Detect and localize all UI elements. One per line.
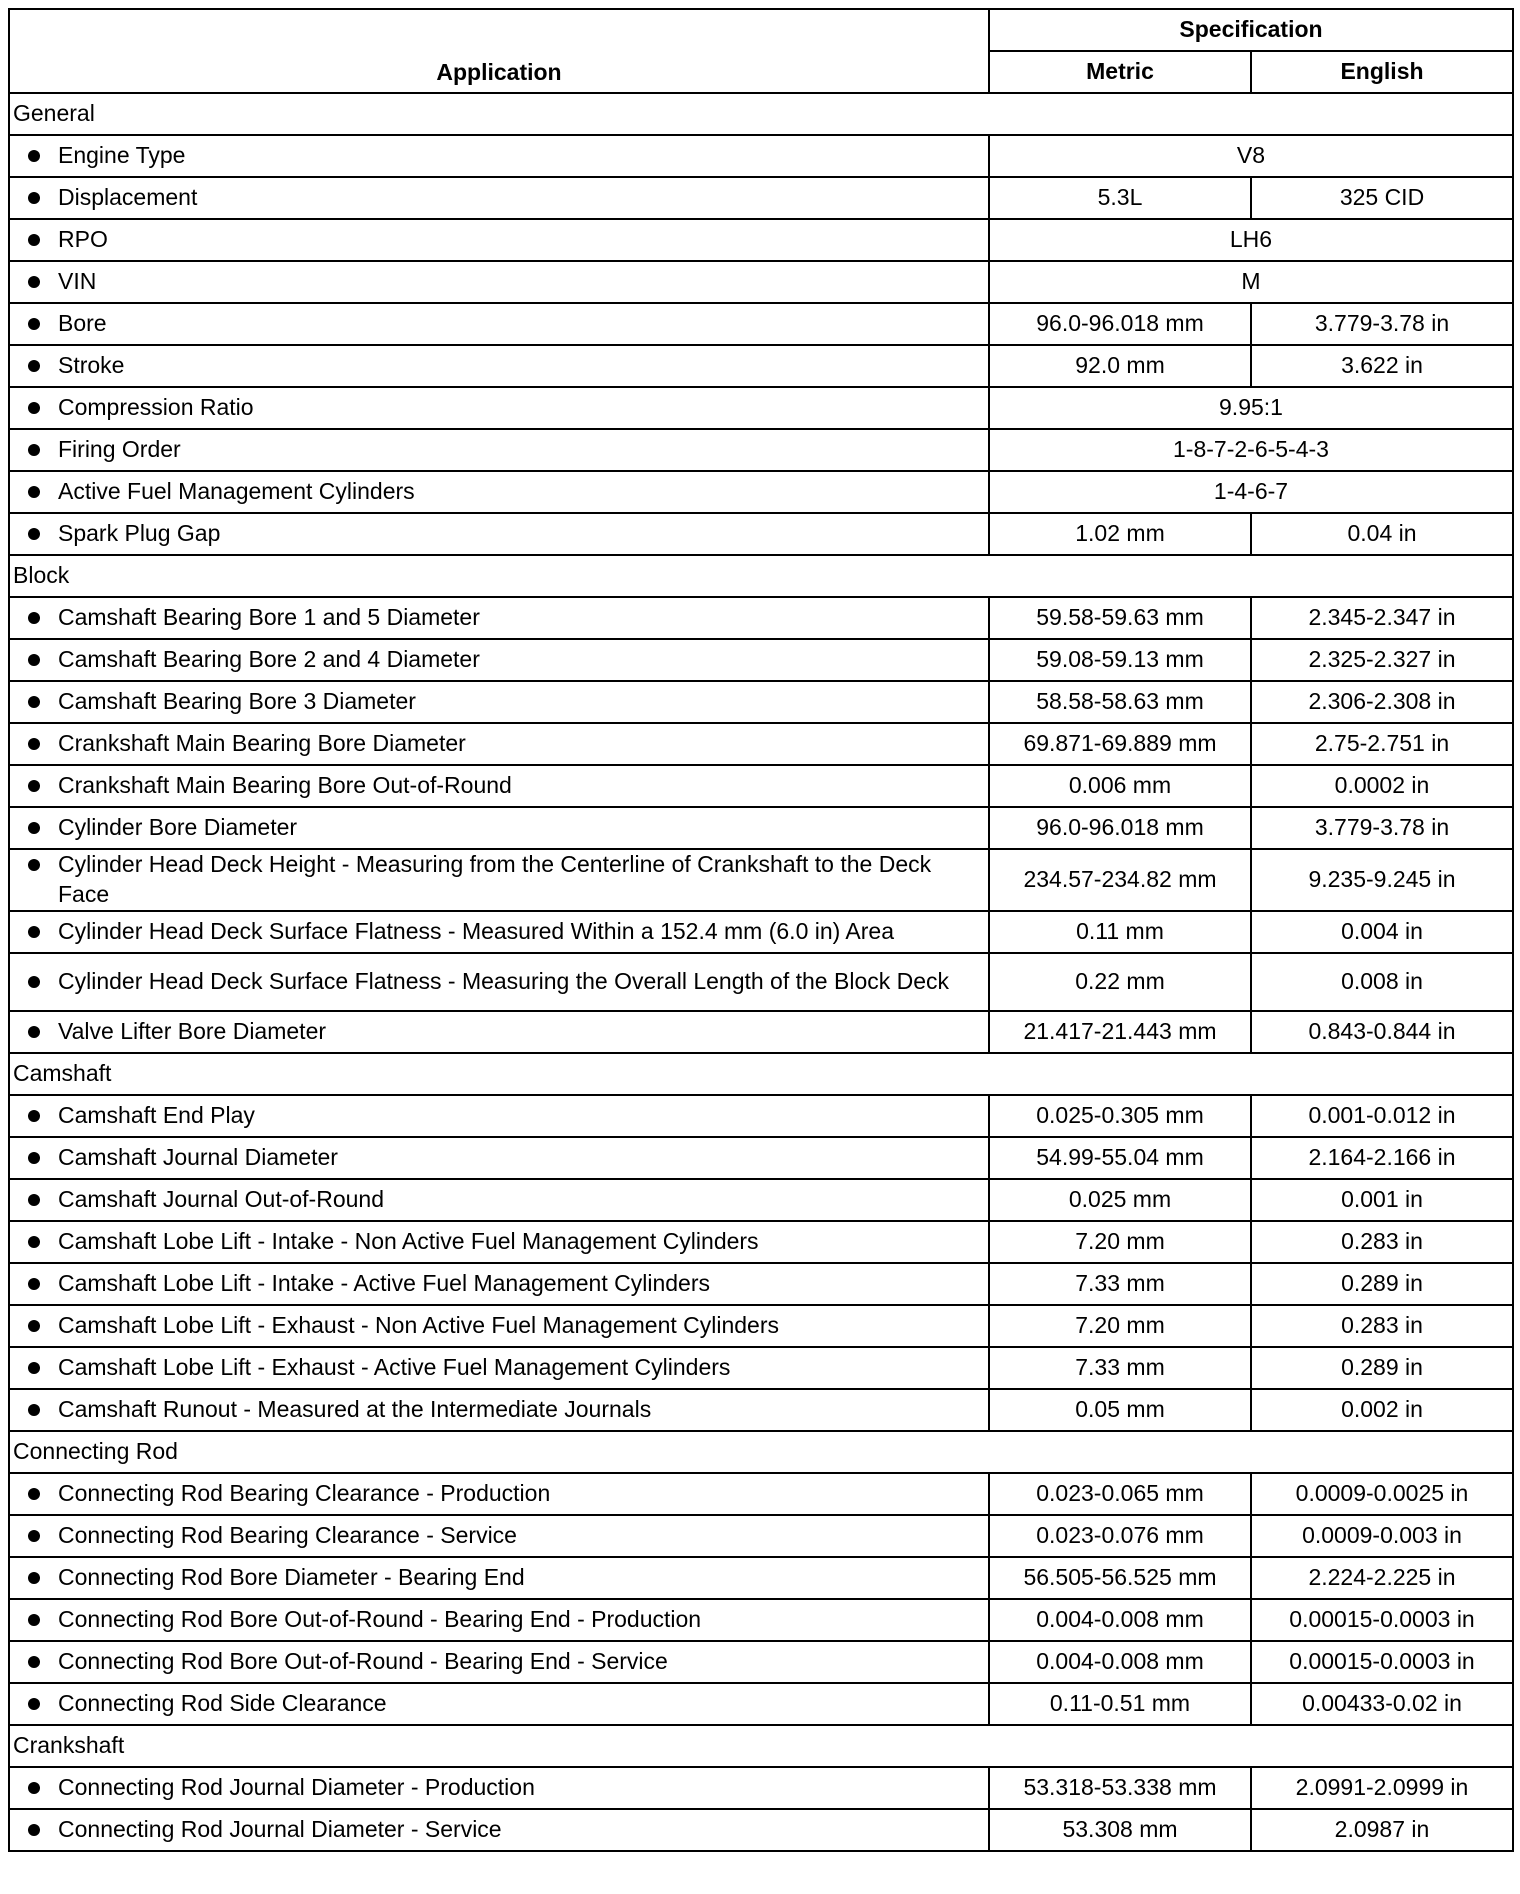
application-cell: [9, 1515, 989, 1557]
bullet-icon: [28, 192, 40, 204]
english-value: 2.0987 in: [1251, 1809, 1513, 1851]
english-header: English: [1251, 51, 1513, 93]
application-cell: [9, 387, 989, 429]
table-row: [9, 911, 1513, 953]
english-value: 0.289 in: [1251, 1347, 1513, 1389]
bullet-icon: [28, 1278, 40, 1290]
section-title: Connecting Rod: [9, 1431, 1513, 1473]
english-value: 3.779-3.78 in: [1251, 807, 1513, 849]
application-label: Connecting Rod Bearing Clearance - Service: [58, 1521, 517, 1548]
bullet-icon: [28, 1782, 40, 1794]
application-cell: [9, 135, 989, 177]
application-label: Camshaft Journal Out-of-Round: [58, 1185, 384, 1212]
application-label: Active Fuel Management Cylinders: [58, 478, 415, 505]
english-value: 0.00015-0.0003 in: [1251, 1599, 1513, 1641]
metric-value: 56.505-56.525 mm: [989, 1557, 1251, 1599]
application-cell: [9, 345, 989, 387]
bullet-icon: [28, 234, 40, 246]
application-label: Bore: [58, 310, 107, 337]
application-label: Camshaft Lobe Lift - Exhaust - Non Active Fuel Management Cylinders: [58, 1311, 780, 1338]
metric-value: 96.0-96.018 mm: [989, 807, 1251, 849]
table-row: [9, 765, 1513, 807]
english-value: 0.00433-0.02 in: [1251, 1683, 1513, 1725]
application-cell: [9, 1305, 989, 1347]
table-row: [9, 1515, 1513, 1557]
table-row: [9, 1767, 1513, 1809]
section-title: Block: [9, 555, 1513, 597]
table-row: [9, 1473, 1513, 1515]
table-row: [9, 471, 1513, 513]
english-value: 2.224-2.225 in: [1251, 1557, 1513, 1599]
bullet-icon: [28, 1572, 40, 1584]
bullet-icon: [28, 1614, 40, 1626]
application-cell: [9, 219, 989, 261]
metric-value: 0.05 mm: [989, 1389, 1251, 1431]
bullet-icon: [28, 486, 40, 498]
application-cell: [9, 723, 989, 765]
application-label: Valve Lifter Bore Diameter: [58, 1017, 327, 1044]
application-label: Cylinder Head Deck Surface Flatness - Measuring the Overall Length of the Block Deck: [58, 967, 950, 994]
application-label: Spark Plug Gap: [58, 520, 221, 547]
application-cell: [9, 1683, 989, 1725]
metric-value: 58.58-58.63 mm: [989, 681, 1251, 723]
metric-value: 7.20 mm: [989, 1305, 1251, 1347]
metric-value: 0.023-0.065 mm: [989, 1473, 1251, 1515]
english-value: 0.289 in: [1251, 1263, 1513, 1305]
application-label: Stroke: [58, 352, 125, 379]
bullet-icon: [28, 1110, 40, 1122]
table-row: [9, 1641, 1513, 1683]
english-value: 325 CID: [1251, 177, 1513, 219]
application-label: Crankshaft Main Bearing Bore Out-of-Round: [58, 772, 512, 799]
english-value: 0.0009-0.0025 in: [1251, 1473, 1513, 1515]
application-cell: [9, 953, 989, 1011]
table-row: [9, 1557, 1513, 1599]
table-row: [9, 1809, 1513, 1851]
application-label: Crankshaft Main Bearing Bore Diameter: [58, 730, 466, 757]
application-label: Camshaft Bearing Bore 2 and 4 Diameter: [58, 646, 480, 673]
application-label: Connecting Rod Bore Out-of-Round - Bearing End - Service: [58, 1647, 668, 1674]
application-cell: [9, 765, 989, 807]
bullet-icon: [28, 612, 40, 624]
table-row: [9, 1137, 1513, 1179]
metric-value: 69.871-69.889 mm: [989, 723, 1251, 765]
spec-value-shared: LH6: [989, 219, 1513, 261]
english-value: 0.008 in: [1251, 953, 1513, 1011]
english-value: 0.283 in: [1251, 1221, 1513, 1263]
metric-value: 59.58-59.63 mm: [989, 597, 1251, 639]
application-label: Camshaft Bearing Bore 3 Diameter: [58, 688, 416, 715]
application-cell: [9, 177, 989, 219]
table-row: [9, 429, 1513, 471]
bullet-icon: [28, 976, 40, 988]
english-value: 0.04 in: [1251, 513, 1513, 555]
application-cell: [9, 1641, 989, 1683]
application-cell: [9, 429, 989, 471]
bullet-icon: [28, 926, 40, 938]
bullet-icon: [28, 654, 40, 666]
application-header: Application: [9, 9, 989, 93]
section-row: [9, 93, 1513, 135]
bullet-icon: [28, 150, 40, 162]
table-row: [9, 1179, 1513, 1221]
table-row: [9, 219, 1513, 261]
table-row: [9, 639, 1513, 681]
english-value: 0.001-0.012 in: [1251, 1095, 1513, 1137]
metric-value: 53.318-53.338 mm: [989, 1767, 1251, 1809]
application-label: Camshaft Journal Diameter: [58, 1143, 338, 1170]
english-value: 0.002 in: [1251, 1389, 1513, 1431]
application-cell: [9, 1137, 989, 1179]
bullet-icon: [28, 1404, 40, 1416]
application-cell: [9, 1347, 989, 1389]
metric-value: 0.006 mm: [989, 765, 1251, 807]
table-row: [9, 723, 1513, 765]
metric-value: 0.025-0.305 mm: [989, 1095, 1251, 1137]
bullet-icon: [28, 276, 40, 288]
metric-value: 0.025 mm: [989, 1179, 1251, 1221]
bullet-icon: [28, 444, 40, 456]
application-label: Displacement: [58, 184, 198, 211]
english-value: 2.325-2.327 in: [1251, 639, 1513, 681]
bullet-icon: [28, 1488, 40, 1500]
application-cell: [9, 1599, 989, 1641]
table-row: [9, 1683, 1513, 1725]
english-value: 3.779-3.78 in: [1251, 303, 1513, 345]
table-row: [9, 303, 1513, 345]
english-value: 2.164-2.166 in: [1251, 1137, 1513, 1179]
english-value: 0.0009-0.003 in: [1251, 1515, 1513, 1557]
table-row: [9, 1599, 1513, 1641]
metric-value: 0.22 mm: [989, 953, 1251, 1011]
application-cell: [9, 261, 989, 303]
english-value: 3.622 in: [1251, 345, 1513, 387]
bullet-icon: [28, 1236, 40, 1248]
english-value: 2.0991-2.0999 in: [1251, 1767, 1513, 1809]
bullet-icon: [28, 780, 40, 792]
application-cell: [9, 849, 989, 911]
metric-value: 1.02 mm: [989, 513, 1251, 555]
table-row: [9, 1305, 1513, 1347]
application-label: Firing Order: [58, 436, 181, 463]
metric-value: 54.99-55.04 mm: [989, 1137, 1251, 1179]
table-row: [9, 345, 1513, 387]
bullet-icon: [28, 1362, 40, 1374]
bullet-icon: [28, 696, 40, 708]
application-cell: [9, 1809, 989, 1851]
metric-value: 0.023-0.076 mm: [989, 1515, 1251, 1557]
metric-value: 7.33 mm: [989, 1347, 1251, 1389]
application-cell: [9, 1179, 989, 1221]
application-label: Camshaft Lobe Lift - Intake - Non Active Fuel Management Cylinders: [58, 1227, 759, 1254]
bullet-icon: [28, 1152, 40, 1164]
section-row: [9, 1725, 1513, 1767]
bullet-icon: [28, 1320, 40, 1332]
spec-value-shared: 1-8-7-2-6-5-4-3: [989, 429, 1513, 471]
metric-value: 0.11 mm: [989, 911, 1251, 953]
section-title: Crankshaft: [9, 1725, 1513, 1767]
metric-value: 7.20 mm: [989, 1221, 1251, 1263]
metric-value: 59.08-59.13 mm: [989, 639, 1251, 681]
application-cell: [9, 303, 989, 345]
application-cell: [9, 1473, 989, 1515]
bullet-icon: [28, 360, 40, 372]
application-label: Camshaft End Play: [58, 1101, 255, 1128]
bullet-icon: [28, 1698, 40, 1710]
table-row: [9, 681, 1513, 723]
application-cell: [9, 681, 989, 723]
english-value: 2.75-2.751 in: [1251, 723, 1513, 765]
english-value: 0.00015-0.0003 in: [1251, 1641, 1513, 1683]
metric-header: Metric: [989, 51, 1251, 93]
application-label: VIN: [58, 268, 97, 295]
section-row: [9, 555, 1513, 597]
bullet-icon: [28, 528, 40, 540]
bullet-icon: [28, 1026, 40, 1038]
application-label: Compression Ratio: [58, 394, 254, 421]
application-cell: [9, 911, 989, 953]
application-label: Engine Type: [58, 142, 186, 169]
table-row: [9, 135, 1513, 177]
application-label: Cylinder Head Deck Height - Measuring from the Centerline of Crankshaft to the Deck Face: [58, 851, 932, 907]
metric-value: 96.0-96.018 mm: [989, 303, 1251, 345]
application-label: Camshaft Bearing Bore 1 and 5 Diameter: [58, 604, 480, 631]
application-label: Connecting Rod Journal Diameter - Service: [58, 1815, 502, 1842]
bullet-icon: [28, 318, 40, 330]
english-value: 2.306-2.308 in: [1251, 681, 1513, 723]
english-value: 0.004 in: [1251, 911, 1513, 953]
table-row: [9, 807, 1513, 849]
application-cell: [9, 597, 989, 639]
table-row: [9, 1095, 1513, 1137]
application-cell: [9, 1557, 989, 1599]
bullet-icon: [28, 822, 40, 834]
table-row: [9, 177, 1513, 219]
spec-value-shared: M: [989, 261, 1513, 303]
specification-table: [8, 8, 1514, 1852]
bullet-icon: [28, 738, 40, 750]
metric-value: 0.004-0.008 mm: [989, 1599, 1251, 1641]
table-row: [9, 849, 1513, 911]
application-label: Connecting Rod Bore Diameter - Bearing End: [58, 1563, 525, 1590]
metric-value: 53.308 mm: [989, 1809, 1251, 1851]
section-row: [9, 1431, 1513, 1473]
application-label: Connecting Rod Bearing Clearance - Production: [58, 1479, 551, 1506]
application-label: RPO: [58, 226, 108, 253]
bullet-icon: [28, 1656, 40, 1668]
application-cell: [9, 1263, 989, 1305]
metric-value: 92.0 mm: [989, 345, 1251, 387]
table-row: [9, 513, 1513, 555]
table-row: [9, 1347, 1513, 1389]
metric-value: 0.11-0.51 mm: [989, 1683, 1251, 1725]
table-row: [9, 387, 1513, 429]
section-title: Camshaft: [9, 1053, 1513, 1095]
specification-header: Specification: [989, 9, 1513, 51]
application-cell: [9, 1221, 989, 1263]
application-label: Camshaft Runout - Measured at the Intermediate Journals: [58, 1395, 652, 1422]
application-cell: [9, 1389, 989, 1431]
metric-value: 5.3L: [989, 177, 1251, 219]
english-value: 0.843-0.844 in: [1251, 1011, 1513, 1053]
table-row: [9, 1389, 1513, 1431]
bullet-icon: [28, 1824, 40, 1836]
application-label: Cylinder Bore Diameter: [58, 814, 298, 841]
table-row: [9, 953, 1513, 1011]
application-label: Camshaft Lobe Lift - Intake - Active Fuel Management Cylinders: [58, 1269, 710, 1296]
metric-value: 0.004-0.008 mm: [989, 1641, 1251, 1683]
table-row: [9, 597, 1513, 639]
application-label: Cylinder Head Deck Surface Flatness - Measured Within a 152.4 mm (6.0 in) Area: [58, 917, 895, 944]
application-cell: [9, 639, 989, 681]
metric-value: 7.33 mm: [989, 1263, 1251, 1305]
section-title: General: [9, 93, 1513, 135]
application-cell: [9, 807, 989, 849]
table-body: [9, 93, 1513, 1851]
table-row: [9, 261, 1513, 303]
application-cell: [9, 1767, 989, 1809]
bullet-icon: [28, 1530, 40, 1542]
metric-value: 234.57-234.82 mm: [989, 849, 1251, 911]
application-label: Connecting Rod Journal Diameter - Production: [58, 1773, 535, 1800]
application-cell: [9, 1011, 989, 1053]
application-label: Connecting Rod Side Clearance: [58, 1689, 387, 1716]
application-cell: [9, 513, 989, 555]
application-label: Camshaft Lobe Lift - Exhaust - Active Fuel Management Cylinders: [58, 1353, 731, 1380]
bullet-icon: [28, 402, 40, 414]
application-cell: [9, 471, 989, 513]
spec-value-shared: 1-4-6-7: [989, 471, 1513, 513]
table-row: [9, 1221, 1513, 1263]
english-value: 9.235-9.245 in: [1251, 849, 1513, 911]
bullet-icon: [28, 859, 40, 871]
bullet-icon: [28, 1194, 40, 1206]
section-row: [9, 1053, 1513, 1095]
english-value: 0.0002 in: [1251, 765, 1513, 807]
application-cell: [9, 1095, 989, 1137]
application-label: Connecting Rod Bore Out-of-Round - Bearing End - Production: [58, 1605, 702, 1632]
english-value: 0.001 in: [1251, 1179, 1513, 1221]
table-row: [9, 1263, 1513, 1305]
spec-value-shared: V8: [989, 135, 1513, 177]
english-value: 2.345-2.347 in: [1251, 597, 1513, 639]
table-row: [9, 1011, 1513, 1053]
english-value: 0.283 in: [1251, 1305, 1513, 1347]
spec-value-shared: 9.95:1: [989, 387, 1513, 429]
metric-value: 21.417-21.443 mm: [989, 1011, 1251, 1053]
